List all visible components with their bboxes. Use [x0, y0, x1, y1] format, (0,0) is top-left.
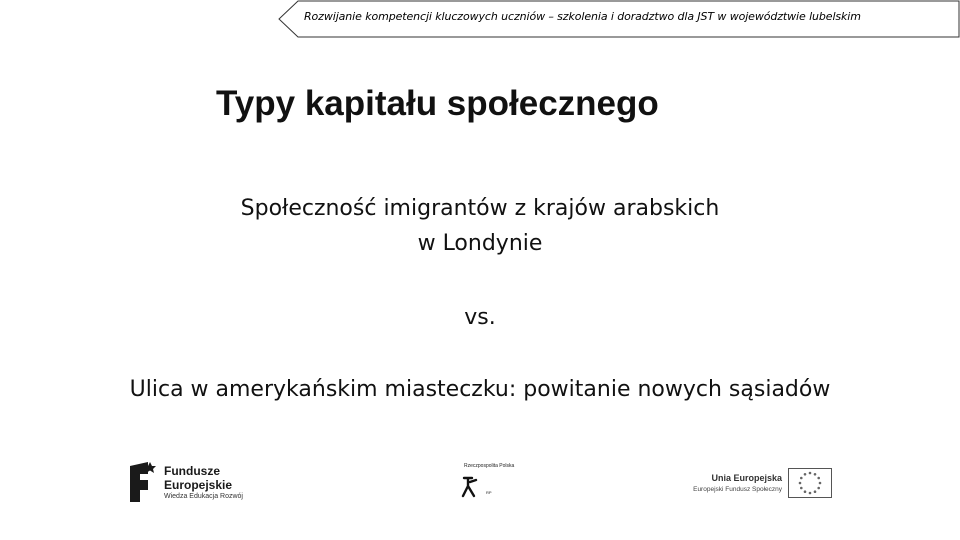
mid-top-text: Rzeczpospolita Polska	[464, 463, 515, 469]
logo-unia-europejska	[688, 468, 834, 500]
logo-rzeczpospolita	[458, 463, 515, 498]
body-line-1: Społeczność imigrantów z krajów arabskich	[240, 196, 720, 221]
ue-line-2: Europejski Fundusz Społeczny	[693, 486, 782, 493]
mid-bottom-text: RP	[486, 490, 492, 495]
body-line-4: Ulica w amerykańskim miasteczku: powitanie nowych sąsiadów	[129, 377, 831, 402]
fe-star-icon	[128, 460, 158, 504]
eu-flag-icon	[788, 468, 832, 498]
figure-icon	[460, 476, 480, 498]
body-line-3: vs.	[464, 305, 496, 330]
logo-fundusze-europejskie	[128, 460, 268, 506]
slide-title: Typy kapitału społecznego	[216, 84, 659, 123]
fe-line-1: Fundusze	[164, 464, 220, 478]
fe-line-2: Europejskie	[164, 478, 233, 492]
ue-line-1: Unia Europejska	[711, 473, 782, 483]
banner-text: Rozwijanie kompetencji kluczowych uczniów – szkolenia i doradztwo dla JST w województwie lubelskim	[304, 10, 861, 23]
header-banner	[278, 0, 960, 38]
body-line-2: w Londynie	[417, 231, 543, 256]
fe-line-3: Wiedza Edukacja Rozwój	[164, 493, 243, 500]
